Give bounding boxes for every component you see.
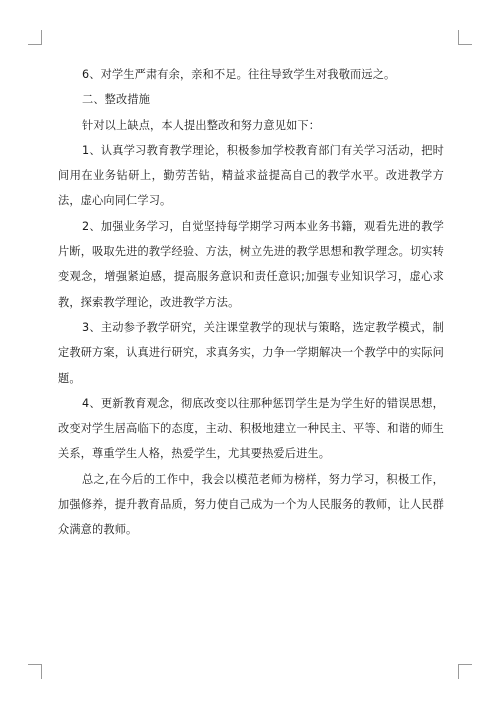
top-left-margin-mark bbox=[28, 30, 42, 45]
paragraph-measure-3: 3、主动参予教学研究，关注课堂教学的现状与策略，选定教学模式，制定教研方案，认真进行研究，求真务实，力争一学期解决一个教学中的实际问题。 bbox=[58, 320, 444, 385]
paragraph-measure-4: 4、更新教育观念，彻底改变以往那种惩罚学生是为学生好的错误思想，改变对学生居高临下的态度，主动、积极地建立一种民主、平等、和谐的师生关系，尊重学生人格，热爱学生，尤其要热爱后进生。 bbox=[58, 396, 444, 461]
bottom-left-margin-mark bbox=[28, 664, 42, 679]
paragraph-intro: 针对以上缺点，本人提出整改和努力意见如下： bbox=[82, 118, 321, 132]
paragraph-item-6: 6、对学生严肃有余，亲和不足。往往导致学生对我敬而远之。 bbox=[82, 68, 396, 81]
bottom-right-margin-mark bbox=[458, 664, 472, 679]
paragraph-measure-2: 2、加强业务学习，自觉坚持每学期学习两本业务书籍，观看先进的教学片断，吸取先进的教学经验、方法，树立先进的教学思想和教学理念。切实转变观念，增强紧迫感，提高服务意识和责任意识;加强专业知识学习，虚心求教，探索教学理论，改进教学方法。 bbox=[58, 219, 444, 309]
document-body bbox=[58, 62, 444, 543]
paragraph-measure-1: 1、认真学习教育教学理论，积极参加学校教育部门有关学习活动，把时间用在业务钻研上，勤劳苦钻，精益求益提高自己的教学水平。改进教学方法，虚心向同仁学习。 bbox=[58, 143, 444, 208]
paragraph-conclusion: 总之,在今后的工作中，我会以模范老师为榜样，努力学习，积极工作，加强修养，提升教育品质，努力使自己成为一个为人民服务的教师，让人民群众满意的教师。 bbox=[58, 472, 444, 537]
section-heading-rectification: 二、整改措施 bbox=[82, 93, 151, 107]
top-right-margin-mark bbox=[458, 30, 472, 45]
